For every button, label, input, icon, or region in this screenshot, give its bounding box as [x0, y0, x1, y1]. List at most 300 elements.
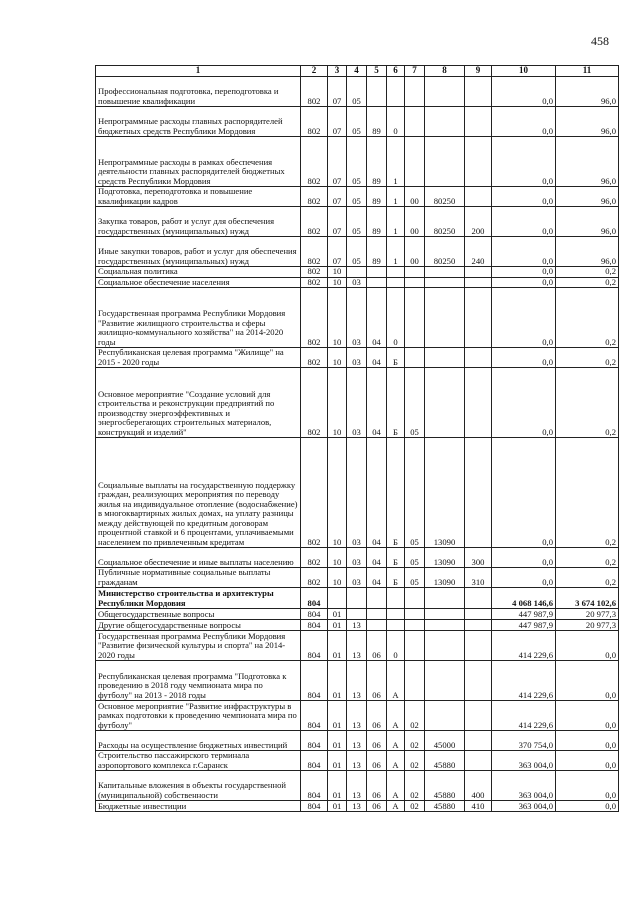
- table-cell-c7: [405, 107, 425, 137]
- table-cell-name: Социальные выплаты на государственную поддержку граждан, реализующих мероприятия по переводу жилья на индивидуальное отопление (водоснабжение) в многоквартирных жилых домах, на уплату разницы между действующей по кредитным договорам процентной ставкой и 6 процентами, уплачиваемыми населением по привлеченным кредитам: [96, 438, 301, 548]
- table-row: [96, 277, 619, 288]
- table-cell-c11: 0,2: [556, 267, 619, 278]
- table-cell-c4: 05: [347, 237, 367, 267]
- table-cell-name: Иные закупки товаров, работ и услуг для обеспечения государственных (муниципальных) нужд: [96, 237, 301, 267]
- table-cell-c5: 06: [367, 731, 387, 751]
- table-cell-c10: 414 229,6: [492, 701, 556, 731]
- table-cell-c9: [465, 288, 492, 348]
- table-row: [96, 548, 619, 568]
- table-cell-c6: [387, 267, 405, 278]
- table-row: [96, 107, 619, 137]
- table-cell-c8: [425, 701, 465, 731]
- table-cell-name: Общегосударственные вопросы: [96, 609, 301, 620]
- table-row: [96, 438, 619, 548]
- table-cell-c9: [465, 277, 492, 288]
- table-cell-c8: [425, 348, 465, 368]
- table-cell-c9: [465, 187, 492, 207]
- table-cell-c6: Б: [387, 568, 405, 588]
- table-cell-c6: 0: [387, 288, 405, 348]
- table-cell-c11: 96,0: [556, 137, 619, 187]
- table-cell-c2: 804: [301, 771, 328, 801]
- table-cell-c2: 802: [301, 277, 328, 288]
- table-cell-c10: 363 004,0: [492, 801, 556, 812]
- table-cell-name: Министерство строительства и архитектуры Республики Мордовия: [96, 588, 301, 609]
- table-cell-c9: [465, 77, 492, 107]
- table-cell-c3: 01: [328, 771, 347, 801]
- table-row: [96, 588, 619, 609]
- table-cell-c11: 0,2: [556, 348, 619, 368]
- table-cell-c4: [347, 267, 367, 278]
- table-cell-c4: 13: [347, 801, 367, 812]
- table-cell-c10: 447 987,9: [492, 620, 556, 631]
- table-cell-name: Другие общегосударственные вопросы: [96, 620, 301, 631]
- table-cell-c6: 1: [387, 207, 405, 237]
- table-cell-c8: [425, 288, 465, 348]
- table-cell-c4: 03: [347, 368, 367, 438]
- table-cell-c6: [387, 588, 405, 609]
- table-cell-c3: 07: [328, 237, 347, 267]
- table-cell-c7: [405, 267, 425, 278]
- table-cell-c7: 00: [405, 237, 425, 267]
- table-cell-c6: Б: [387, 368, 405, 438]
- table-cell-c11: 0,2: [556, 438, 619, 548]
- budget-table: [95, 65, 619, 812]
- table-cell-c3: 01: [328, 631, 347, 661]
- table-cell-c10: 363 004,0: [492, 771, 556, 801]
- table-cell-name: Подготовка, переподготовка и повышение квалификации кадров: [96, 187, 301, 207]
- table-cell-c2: 802: [301, 568, 328, 588]
- table-cell-c4: 13: [347, 620, 367, 631]
- table-cell-c7: [405, 77, 425, 107]
- table-cell-c3: 01: [328, 609, 347, 620]
- table-cell-c3: 07: [328, 107, 347, 137]
- table-cell-c9: [465, 267, 492, 278]
- table-cell-c7: [405, 620, 425, 631]
- table-cell-c2: 804: [301, 661, 328, 701]
- column-header: 3: [328, 66, 347, 77]
- table-cell-c6: Б: [387, 548, 405, 568]
- table-cell-c9: [465, 348, 492, 368]
- column-header: 5: [367, 66, 387, 77]
- table-cell-c9: 300: [465, 548, 492, 568]
- table-cell-c4: 05: [347, 77, 367, 107]
- table-cell-c4: 13: [347, 701, 367, 731]
- table-cell-name: Капитальные вложения в объекты государственной (муниципальной) собственности: [96, 771, 301, 801]
- column-header: 6: [387, 66, 405, 77]
- table-cell-c9: [465, 368, 492, 438]
- table-cell-c5: 89: [367, 207, 387, 237]
- table-cell-c7: [405, 588, 425, 609]
- table-cell-c2: 802: [301, 187, 328, 207]
- table-row: [96, 771, 619, 801]
- table-cell-c10: 0,0: [492, 288, 556, 348]
- table-cell-c3: 10: [328, 277, 347, 288]
- table-cell-c11: 0,2: [556, 548, 619, 568]
- table-cell-c3: 01: [328, 731, 347, 751]
- table-cell-c2: 802: [301, 207, 328, 237]
- table-cell-c9: [465, 620, 492, 631]
- table-row: [96, 701, 619, 731]
- table-cell-c4: 05: [347, 107, 367, 137]
- table-cell-c10: 0,0: [492, 187, 556, 207]
- table-cell-c4: [347, 588, 367, 609]
- table-cell-c2: 802: [301, 288, 328, 348]
- table-cell-c8: 13090: [425, 438, 465, 548]
- table-row: [96, 731, 619, 751]
- table-cell-c2: 804: [301, 620, 328, 631]
- column-header: 10: [492, 66, 556, 77]
- table-cell-c9: 310: [465, 568, 492, 588]
- table-cell-c7: 05: [405, 568, 425, 588]
- table-row: [96, 751, 619, 771]
- table-cell-c6: А: [387, 771, 405, 801]
- table-cell-name: Социальная политика: [96, 267, 301, 278]
- table-cell-c3: [328, 588, 347, 609]
- table-cell-c7: [405, 609, 425, 620]
- table-cell-name: Государственная программа Республики Мордовия "Развитие жилищного строительства и сферы жилищно-коммунального хозяйства" на 2014-2020 годы: [96, 288, 301, 348]
- table-row: [96, 207, 619, 237]
- table-cell-c7: 00: [405, 207, 425, 237]
- table-row: [96, 348, 619, 368]
- table-cell-c8: 80250: [425, 207, 465, 237]
- table-cell-c7: [405, 631, 425, 661]
- table-cell-c6: [387, 77, 405, 107]
- table-row: [96, 137, 619, 187]
- table-cell-c4: 13: [347, 771, 367, 801]
- table-cell-c5: 04: [367, 568, 387, 588]
- table-cell-c6: Б: [387, 348, 405, 368]
- table-cell-c11: 0,2: [556, 368, 619, 438]
- table-cell-c4: 05: [347, 207, 367, 237]
- table-cell-c11: 0,0: [556, 751, 619, 771]
- table-cell-c4: 03: [347, 288, 367, 348]
- table-row: [96, 77, 619, 107]
- table-cell-name: Расходы на осуществление бюджетных инвестиций: [96, 731, 301, 751]
- table-cell-c9: [465, 661, 492, 701]
- table-row: [96, 801, 619, 812]
- table-row: [96, 568, 619, 588]
- table-cell-c6: Б: [387, 438, 405, 548]
- table-cell-c8: 80250: [425, 237, 465, 267]
- table-cell-c3: 10: [328, 288, 347, 348]
- table-cell-c11: 0,2: [556, 288, 619, 348]
- table-cell-c6: А: [387, 731, 405, 751]
- table-cell-c4: 03: [347, 568, 367, 588]
- table-cell-c4: 03: [347, 348, 367, 368]
- table-cell-c3: 10: [328, 568, 347, 588]
- table-cell-c7: 02: [405, 731, 425, 751]
- table-cell-c4: 03: [347, 548, 367, 568]
- table-cell-c10: 0,0: [492, 368, 556, 438]
- table-cell-c8: 45880: [425, 751, 465, 771]
- table-cell-c11: 96,0: [556, 207, 619, 237]
- table-cell-c4: 03: [347, 438, 367, 548]
- table-cell-c7: 02: [405, 771, 425, 801]
- table-cell-c4: 05: [347, 137, 367, 187]
- table-cell-c6: [387, 277, 405, 288]
- table-cell-c6: 1: [387, 237, 405, 267]
- table-cell-c5: 06: [367, 801, 387, 812]
- table-cell-c10: 4 068 146,6: [492, 588, 556, 609]
- table-cell-c8: [425, 267, 465, 278]
- table-cell-c8: [425, 137, 465, 187]
- table-cell-c3: 01: [328, 801, 347, 812]
- table-cell-c10: 0,0: [492, 77, 556, 107]
- column-header: 7: [405, 66, 425, 77]
- table-cell-c9: [465, 107, 492, 137]
- table-cell-c9: 400: [465, 771, 492, 801]
- table-row: [96, 237, 619, 267]
- table-cell-c3: 10: [328, 348, 347, 368]
- table-cell-c6: А: [387, 661, 405, 701]
- table-cell-c8: [425, 631, 465, 661]
- table-cell-c11: 3 674 102,6: [556, 588, 619, 609]
- table-cell-c7: 02: [405, 751, 425, 771]
- column-header: 2: [301, 66, 328, 77]
- table-cell-c8: [425, 368, 465, 438]
- table-cell-c7: 05: [405, 548, 425, 568]
- table-cell-c7: 00: [405, 187, 425, 207]
- table-cell-c9: [465, 701, 492, 731]
- table-cell-c5: 04: [367, 368, 387, 438]
- column-header: 1: [96, 66, 301, 77]
- table-cell-c5: 06: [367, 661, 387, 701]
- table-cell-c9: 240: [465, 237, 492, 267]
- table-cell-c3: 07: [328, 77, 347, 107]
- table-cell-c5: 04: [367, 288, 387, 348]
- table-cell-c5: [367, 77, 387, 107]
- table-cell-c8: 45000: [425, 731, 465, 751]
- table-cell-c8: [425, 588, 465, 609]
- table-cell-c2: 804: [301, 701, 328, 731]
- table-cell-c2: 804: [301, 631, 328, 661]
- table-cell-c10: 0,0: [492, 267, 556, 278]
- table-cell-c9: [465, 438, 492, 548]
- table-cell-c8: 13090: [425, 568, 465, 588]
- table-cell-c4: 13: [347, 731, 367, 751]
- table-cell-c6: А: [387, 751, 405, 771]
- table-cell-c8: [425, 107, 465, 137]
- table-cell-c2: 802: [301, 438, 328, 548]
- page-number: 458: [591, 34, 609, 48]
- table-cell-c11: 0,2: [556, 568, 619, 588]
- table-cell-c2: 804: [301, 801, 328, 812]
- table-cell-c5: 06: [367, 701, 387, 731]
- table-cell-c10: 0,0: [492, 277, 556, 288]
- table-cell-c9: [465, 631, 492, 661]
- table-cell-c3: 10: [328, 548, 347, 568]
- table-cell-c5: [367, 277, 387, 288]
- table-cell-c2: 802: [301, 107, 328, 137]
- table-cell-c8: [425, 609, 465, 620]
- table-cell-c5: 89: [367, 137, 387, 187]
- table-row: [96, 267, 619, 278]
- table-cell-c8: [425, 277, 465, 288]
- table-cell-c4: 13: [347, 631, 367, 661]
- table-cell-c11: 96,0: [556, 77, 619, 107]
- table-cell-c3: 01: [328, 620, 347, 631]
- table-cell-name: Основное мероприятие "Развитие инфраструктуры в рамках подготовки к проведению чемпионата мира по футболу": [96, 701, 301, 731]
- table-cell-c3: 01: [328, 661, 347, 701]
- table-cell-c10: 370 754,0: [492, 731, 556, 751]
- table-cell-c3: 10: [328, 438, 347, 548]
- table-cell-c8: [425, 77, 465, 107]
- table-cell-c7: [405, 348, 425, 368]
- table-cell-c5: [367, 588, 387, 609]
- table-cell-c8: 45880: [425, 771, 465, 801]
- table-cell-c2: 804: [301, 588, 328, 609]
- table-cell-c7: [405, 661, 425, 701]
- table-cell-c2: 804: [301, 609, 328, 620]
- table-cell-c5: [367, 267, 387, 278]
- table-cell-c11: 0,0: [556, 661, 619, 701]
- table-cell-c4: 13: [347, 751, 367, 771]
- table-cell-c10: 0,0: [492, 137, 556, 187]
- table-cell-c3: 10: [328, 368, 347, 438]
- table-cell-c9: 200: [465, 207, 492, 237]
- table-cell-c7: 02: [405, 801, 425, 812]
- table-cell-c3: 07: [328, 187, 347, 207]
- table-cell-name: Строительство пассажирского терминала аэропортового комплекса г.Саранск: [96, 751, 301, 771]
- table-cell-c9: [465, 137, 492, 187]
- table-cell-c7: 05: [405, 438, 425, 548]
- table-cell-c10: 0,0: [492, 107, 556, 137]
- table-cell-c7: 02: [405, 701, 425, 731]
- table-cell-c6: А: [387, 801, 405, 812]
- table-cell-c4: 13: [347, 661, 367, 701]
- table-cell-c2: 802: [301, 368, 328, 438]
- table-cell-c4: 05: [347, 187, 367, 207]
- table-cell-c11: 20 977,3: [556, 620, 619, 631]
- table-cell-c10: 0,0: [492, 237, 556, 267]
- table-cell-name: Социальное обеспечение населения: [96, 277, 301, 288]
- table-header-row: [96, 66, 619, 77]
- table-cell-name: Закупка товаров, работ и услуг для обеспечения государственных (муниципальных) нужд: [96, 207, 301, 237]
- column-header: 8: [425, 66, 465, 77]
- table-cell-c11: 96,0: [556, 107, 619, 137]
- table-cell-c11: 0,0: [556, 771, 619, 801]
- table-cell-c5: [367, 620, 387, 631]
- table-cell-c2: 802: [301, 267, 328, 278]
- table-cell-c3: 07: [328, 137, 347, 187]
- table-cell-c6: 0: [387, 631, 405, 661]
- table-cell-c8: [425, 661, 465, 701]
- table-cell-name: Социальное обеспечение и иные выплаты населению: [96, 548, 301, 568]
- table-row: [96, 661, 619, 701]
- table-cell-c3: 10: [328, 267, 347, 278]
- table-cell-c6: 1: [387, 137, 405, 187]
- table-row: [96, 368, 619, 438]
- table-cell-name: Непрограммные расходы в рамках обеспечения деятельности главных распорядителей бюджетных средств Республики Мордовия: [96, 137, 301, 187]
- table-cell-c4: 03: [347, 277, 367, 288]
- table-cell-c2: 802: [301, 137, 328, 187]
- table-cell-c5: 89: [367, 107, 387, 137]
- table-cell-c7: [405, 288, 425, 348]
- table-cell-c2: 802: [301, 548, 328, 568]
- table-cell-c10: 447 987,9: [492, 609, 556, 620]
- table-cell-c10: 414 229,6: [492, 631, 556, 661]
- table-body: [96, 77, 619, 812]
- table-cell-c7: 05: [405, 368, 425, 438]
- table-cell-c6: [387, 620, 405, 631]
- table-cell-c5: 06: [367, 771, 387, 801]
- table-cell-c4: [347, 609, 367, 620]
- table-row: [96, 187, 619, 207]
- table-cell-name: Государственная программа Республики Мордовия "Развитие физической культуры и спорта" на 2014-2020 годы: [96, 631, 301, 661]
- table-cell-c2: 804: [301, 731, 328, 751]
- table-cell-name: Бюджетные инвестиции: [96, 801, 301, 812]
- table-cell-c2: 802: [301, 237, 328, 267]
- table-cell-c9: [465, 731, 492, 751]
- column-header: 11: [556, 66, 619, 77]
- table-cell-c11: 0,0: [556, 631, 619, 661]
- table-cell-c2: 804: [301, 751, 328, 771]
- table-cell-c11: 96,0: [556, 237, 619, 267]
- column-header: 9: [465, 66, 492, 77]
- table-cell-c11: 0,0: [556, 801, 619, 812]
- table-row: [96, 620, 619, 631]
- table-cell-c11: 0,0: [556, 701, 619, 731]
- table-cell-c11: 0,0: [556, 731, 619, 751]
- table-cell-c10: 0,0: [492, 568, 556, 588]
- table-cell-c3: 01: [328, 701, 347, 731]
- table-cell-c2: 802: [301, 348, 328, 368]
- table-cell-c10: 0,0: [492, 207, 556, 237]
- table-cell-c8: 45880: [425, 801, 465, 812]
- table-cell-c5: 06: [367, 751, 387, 771]
- table-cell-name: Непрограммные расходы главных распорядителей бюджетных средств Республики Мордовия: [96, 107, 301, 137]
- table-cell-c6: А: [387, 701, 405, 731]
- table-cell-c6: [387, 609, 405, 620]
- table-cell-c5: 04: [367, 548, 387, 568]
- table-cell-c5: 06: [367, 631, 387, 661]
- table-cell-c11: 96,0: [556, 187, 619, 207]
- table-cell-c9: [465, 609, 492, 620]
- column-header: 4: [347, 66, 367, 77]
- table-cell-c10: 363 004,0: [492, 751, 556, 771]
- table-cell-c2: 802: [301, 77, 328, 107]
- table-cell-c10: 0,0: [492, 438, 556, 548]
- table-row: [96, 609, 619, 620]
- table-cell-c5: 89: [367, 237, 387, 267]
- table-cell-name: Республиканская целевая программа "Жилище" на 2015 - 2020 годы: [96, 348, 301, 368]
- table-cell-name: Республиканская целевая программа "Подготовка к проведению в 2018 году чемпионата мира по футболу" на 2013 - 2018 годы: [96, 661, 301, 701]
- table-cell-name: Основное мероприятие "Создание условий для строительства и реконструкции предприятий по производству энергоэффективных и энергосберегающих строительных материалов, конструкций и изделий": [96, 368, 301, 438]
- table-cell-c5: [367, 609, 387, 620]
- table-cell-c5: 04: [367, 438, 387, 548]
- table-cell-c5: 04: [367, 348, 387, 368]
- table-cell-c3: 07: [328, 207, 347, 237]
- table-cell-c10: 0,0: [492, 348, 556, 368]
- table-cell-c11: 0,2: [556, 277, 619, 288]
- table-cell-c10: 414 229,6: [492, 661, 556, 701]
- table-cell-c9: [465, 751, 492, 771]
- table-cell-name: Профессиональная подготовка, переподготовка и повышение квалификации: [96, 77, 301, 107]
- table-cell-c6: 1: [387, 187, 405, 207]
- table-cell-c7: [405, 277, 425, 288]
- table-cell-name: Публичные нормативные социальные выплаты гражданам: [96, 568, 301, 588]
- table-cell-c11: 20 977,3: [556, 609, 619, 620]
- table-cell-c10: 0,0: [492, 548, 556, 568]
- table-cell-c3: 01: [328, 751, 347, 771]
- table-row: [96, 288, 619, 348]
- table-cell-c7: [405, 137, 425, 187]
- table-cell-c9: [465, 588, 492, 609]
- table-cell-c8: 80250: [425, 187, 465, 207]
- table-cell-c8: [425, 620, 465, 631]
- table-row: [96, 631, 619, 661]
- table-cell-c9: 410: [465, 801, 492, 812]
